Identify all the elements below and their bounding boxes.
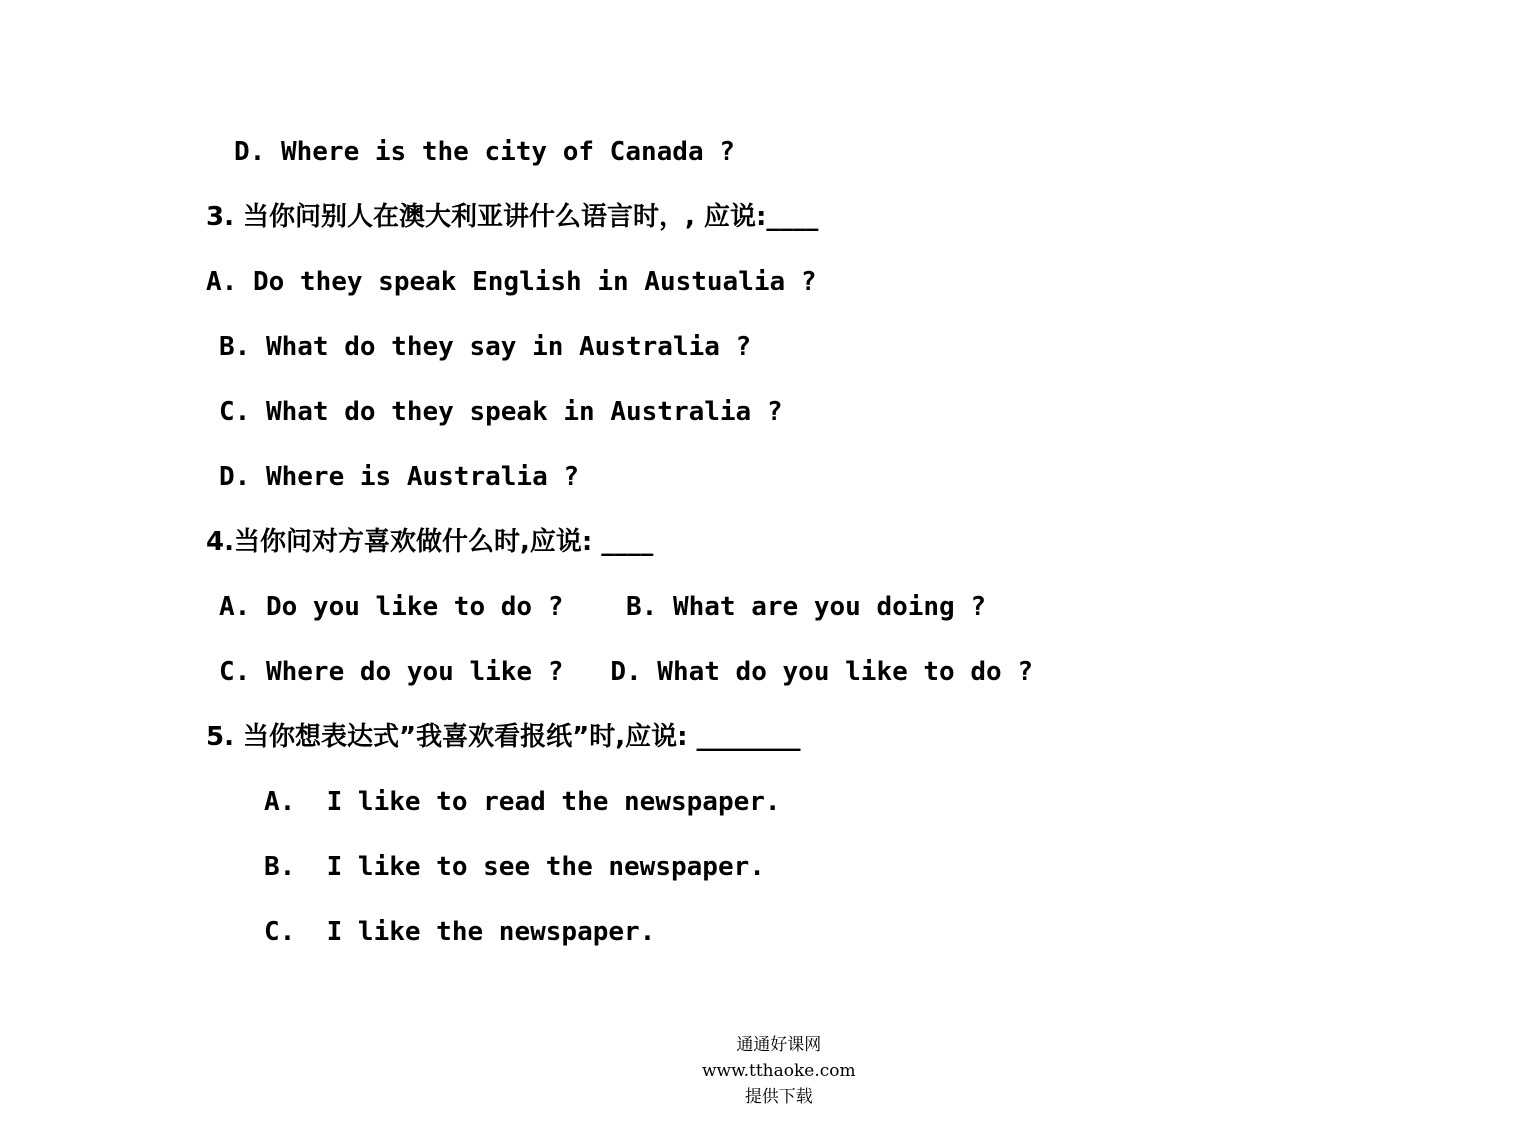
option-line-q5-a: A. I like to read the newspaper. — [264, 787, 781, 817]
option-line-q3-a: A. Do they speak English in Austualia ? — [206, 267, 817, 297]
question-5: 5. 当你想表达式”我喜欢看报纸”时,应说: ________ — [206, 722, 801, 752]
option-line-q4-cd: C. Where do you like ? D. What do you like to do ? — [219, 657, 1033, 687]
footer-site-name: 通通好课网 — [736, 1035, 822, 1055]
option-line-q5-c: C. I like the newspaper. — [264, 917, 656, 947]
footer-url-link[interactable]: www.tthaoke.com — [701, 1061, 856, 1081]
footer-suffix: 提供下载 — [744, 1087, 813, 1107]
page-footer — [0, 1006, 1536, 1107]
option-line-q4-ab: A. Do you like to do ? B. What are you doing ? — [219, 592, 987, 622]
option-line-q3-b: B. What do they say in Australia ? — [219, 332, 752, 362]
question-3: 3. 当你问别人在澳大利亚讲什么语言时，, 应说:____ — [206, 202, 819, 232]
option-line-q5-b: B. I like to see the newspaper. — [264, 852, 765, 882]
option-line-q2-d: D. Where is the city of Canada ? — [234, 137, 735, 167]
option-line-q3-d: D. Where is Australia ? — [219, 462, 580, 492]
question-4: 4.当你问对方喜欢做什么时,应说: ____ — [206, 527, 654, 557]
option-line-q3-c: C. What do they speak in Australia ? — [219, 397, 783, 427]
